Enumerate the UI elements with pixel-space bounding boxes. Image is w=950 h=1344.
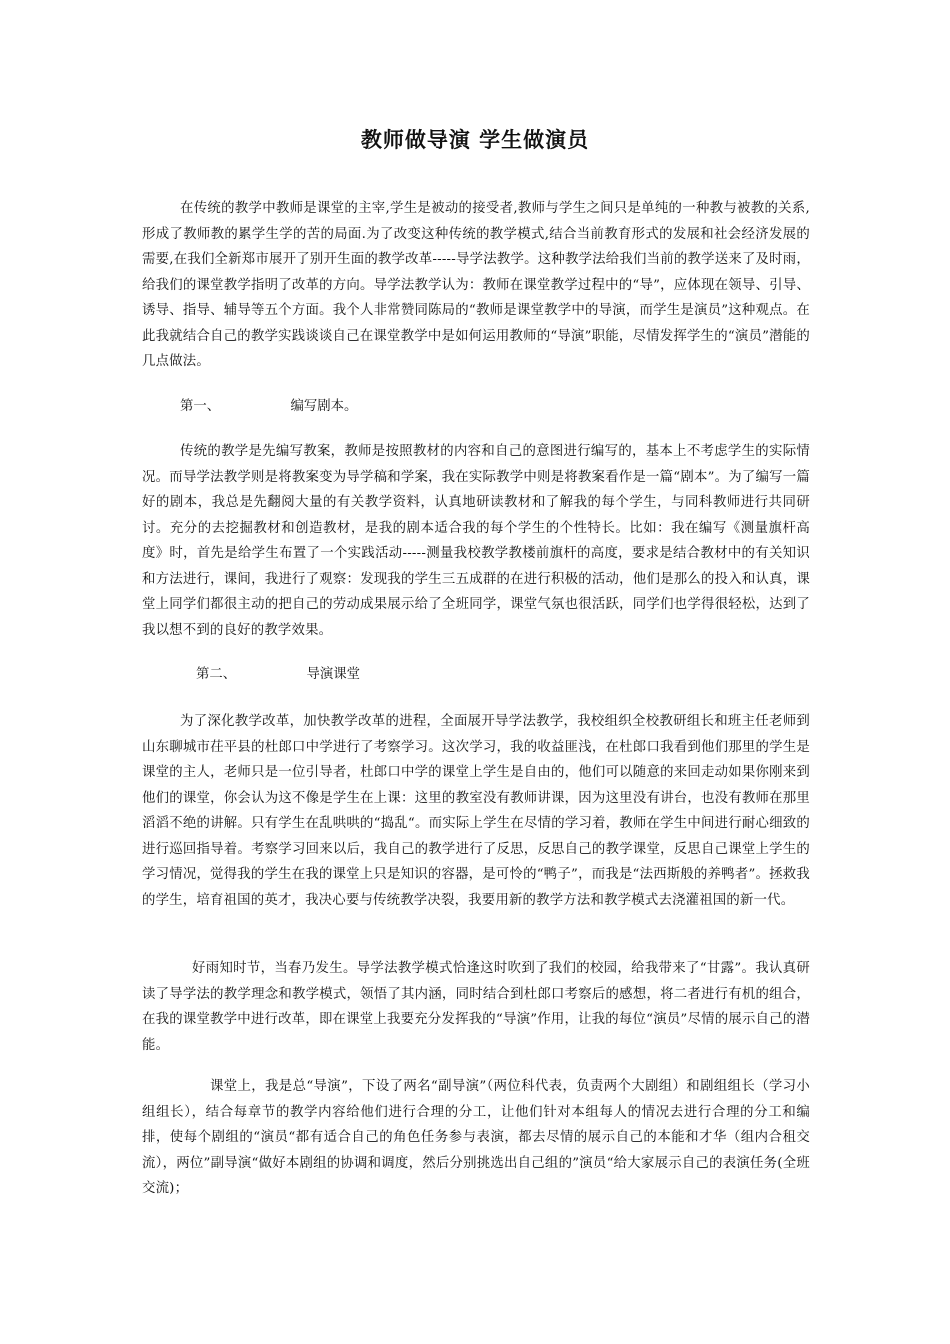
section-2-body: 为了深化教学改革，加快教学改革的进程，全面展开导学法教学，我校组织全校教研组长和班主任老师到山东聊城市茌平县的杜郎口中学进行了考察学习。这次学习，我的收益匪浅，在杜郎口我看到他们那里的学生是课堂的主人，老师只是一位引导者，杜郎口中学的课堂上学生是自由的，他们可以随意的来回走动如果你刚来到他们的课堂，你会认为这不像是学生在上课：这里的教室没有教师讲课，因为这里没有讲台，也没有教师在那里滔滔不绝的讲解。只有学生在乱哄哄的“捣乱“。而实际上学生在尽情的学习着，教师在学生中间进行耐心细致的进行巡回指导着。考察学习回来以后，我自己的教学进行了反思，反思自己的教学课堂，反思自己课堂上学生的学习情况，觉得我的学生在我的课堂上只是知识的容器，是可怜的“鸭子”，而我是“法西斯般的养鸭者”。拯救我的学生，培育祖国的英才，我决心要与传统教学决裂，我要用新的教学方法和教学模式去浇灌祖国的新一代。 — [142, 714, 810, 908]
section-1-body: 传统的教学是先编写教案，教师是按照教材的内容和自己的意图进行编写的，基本上不考虑学生的实际情况。而导学法教学则是将教案变为导学稿和学案，我在实际教学中则是将教案看作是一篇“剧本”。为了编写一篇好的剧本，我总是先翻阅大量的有关教学资料，认真地研读教材和了解我的每个学生，与同科教师进行共同研讨。充分的去挖掘教材和创造教材，是我的剧本适合我的每个学生的个性特长。比如：我在编写《测量旗杆高度》时，首先是给学生布置了一个实践活动-----测量我校教学教楼前旗杆的高度，要求是结合教材中的有关知识和方法进行，课间，我进行了观察：发现我的学生三五成群的在进行积极的活动，他们是那么的投入和认真，课堂上同学们都很主动的把自己的劳动成果展示给了全班同学，课堂气氛也很活跃，同学们也学得很轻松，达到了我以想不到的良好的教学效果。 — [142, 444, 810, 638]
section-2-title: 导演课堂 — [306, 667, 360, 682]
section-2-heading — [196, 665, 360, 685]
section-1-heading — [180, 397, 357, 417]
document-title: 教师做导演 学生做演员 — [360, 128, 590, 152]
section-2-number: 第二、 — [196, 667, 237, 682]
section-1-number: 第一、 — [180, 399, 221, 414]
intro-paragraph: 在传统的教学中教师是课堂的主宰,学生是被动的接受者,教师与学生之间只是单纯的一种教与被教的关系,形成了教师教的累学生学的苦的局面.为了改变这种传统的教学模式,结合当前教育形式的发展和社会经济发展的需要,在我们全新郑市展开了别开生面的教学改革-----导学法教学。这种教学法给我们当前的教学送来了及时雨，给我们的课堂教学指明了改革的方向。导学法教学认为：教师在课堂教学过程中的“导”，应体现在领导、引导、诱导、指导、辅导等五个方面。我个人非常赞同陈局的“教师是课堂教学中的导演，而学生是演员”这种观点。在此我就结合自己的教学实践谈谈自己在课堂教学中是如何运用教师的“导演”职能，尽情发挥学生的“演员”潜能的几点做法。 — [142, 201, 810, 369]
section-1-title: 编写剧本。 — [290, 399, 358, 414]
classroom-paragraph: 课堂上，我是总“导演”，下设了两名“副导演”（两位科代表，负责两个大剧组）和剧组组长（学习小组组长），结合每章节的教学内容给他们进行合理的分工，让他们针对本组每人的情况去进行合理的分工和编排，使每个剧组的“演员“都有适合自己的角色任务参与表演，都去尽情的展示自己的本能和才华（组内合租交流），两位”副导演“做好本剧组的协调和调度，然后分别挑选出自己组的”演员“给大家展示自己的表演任务(全班交流)； — [142, 1079, 810, 1196]
spring-rain-paragraph: 好雨知时节，当春乃发生。导学法教学模式恰逢这时吹到了我们的校园，给我带来了“甘露”。我认真研读了导学法的教学理念和教学模式，领悟了其内涵，同时结合到杜郎口考察后的感想，将二者进行有机的组合，在我的课堂教学中进行改革，即在课堂上我要充分发挥我的“导演”作用，让我的每位“演员”尽情的展示自己的潜能。 — [142, 961, 810, 1053]
